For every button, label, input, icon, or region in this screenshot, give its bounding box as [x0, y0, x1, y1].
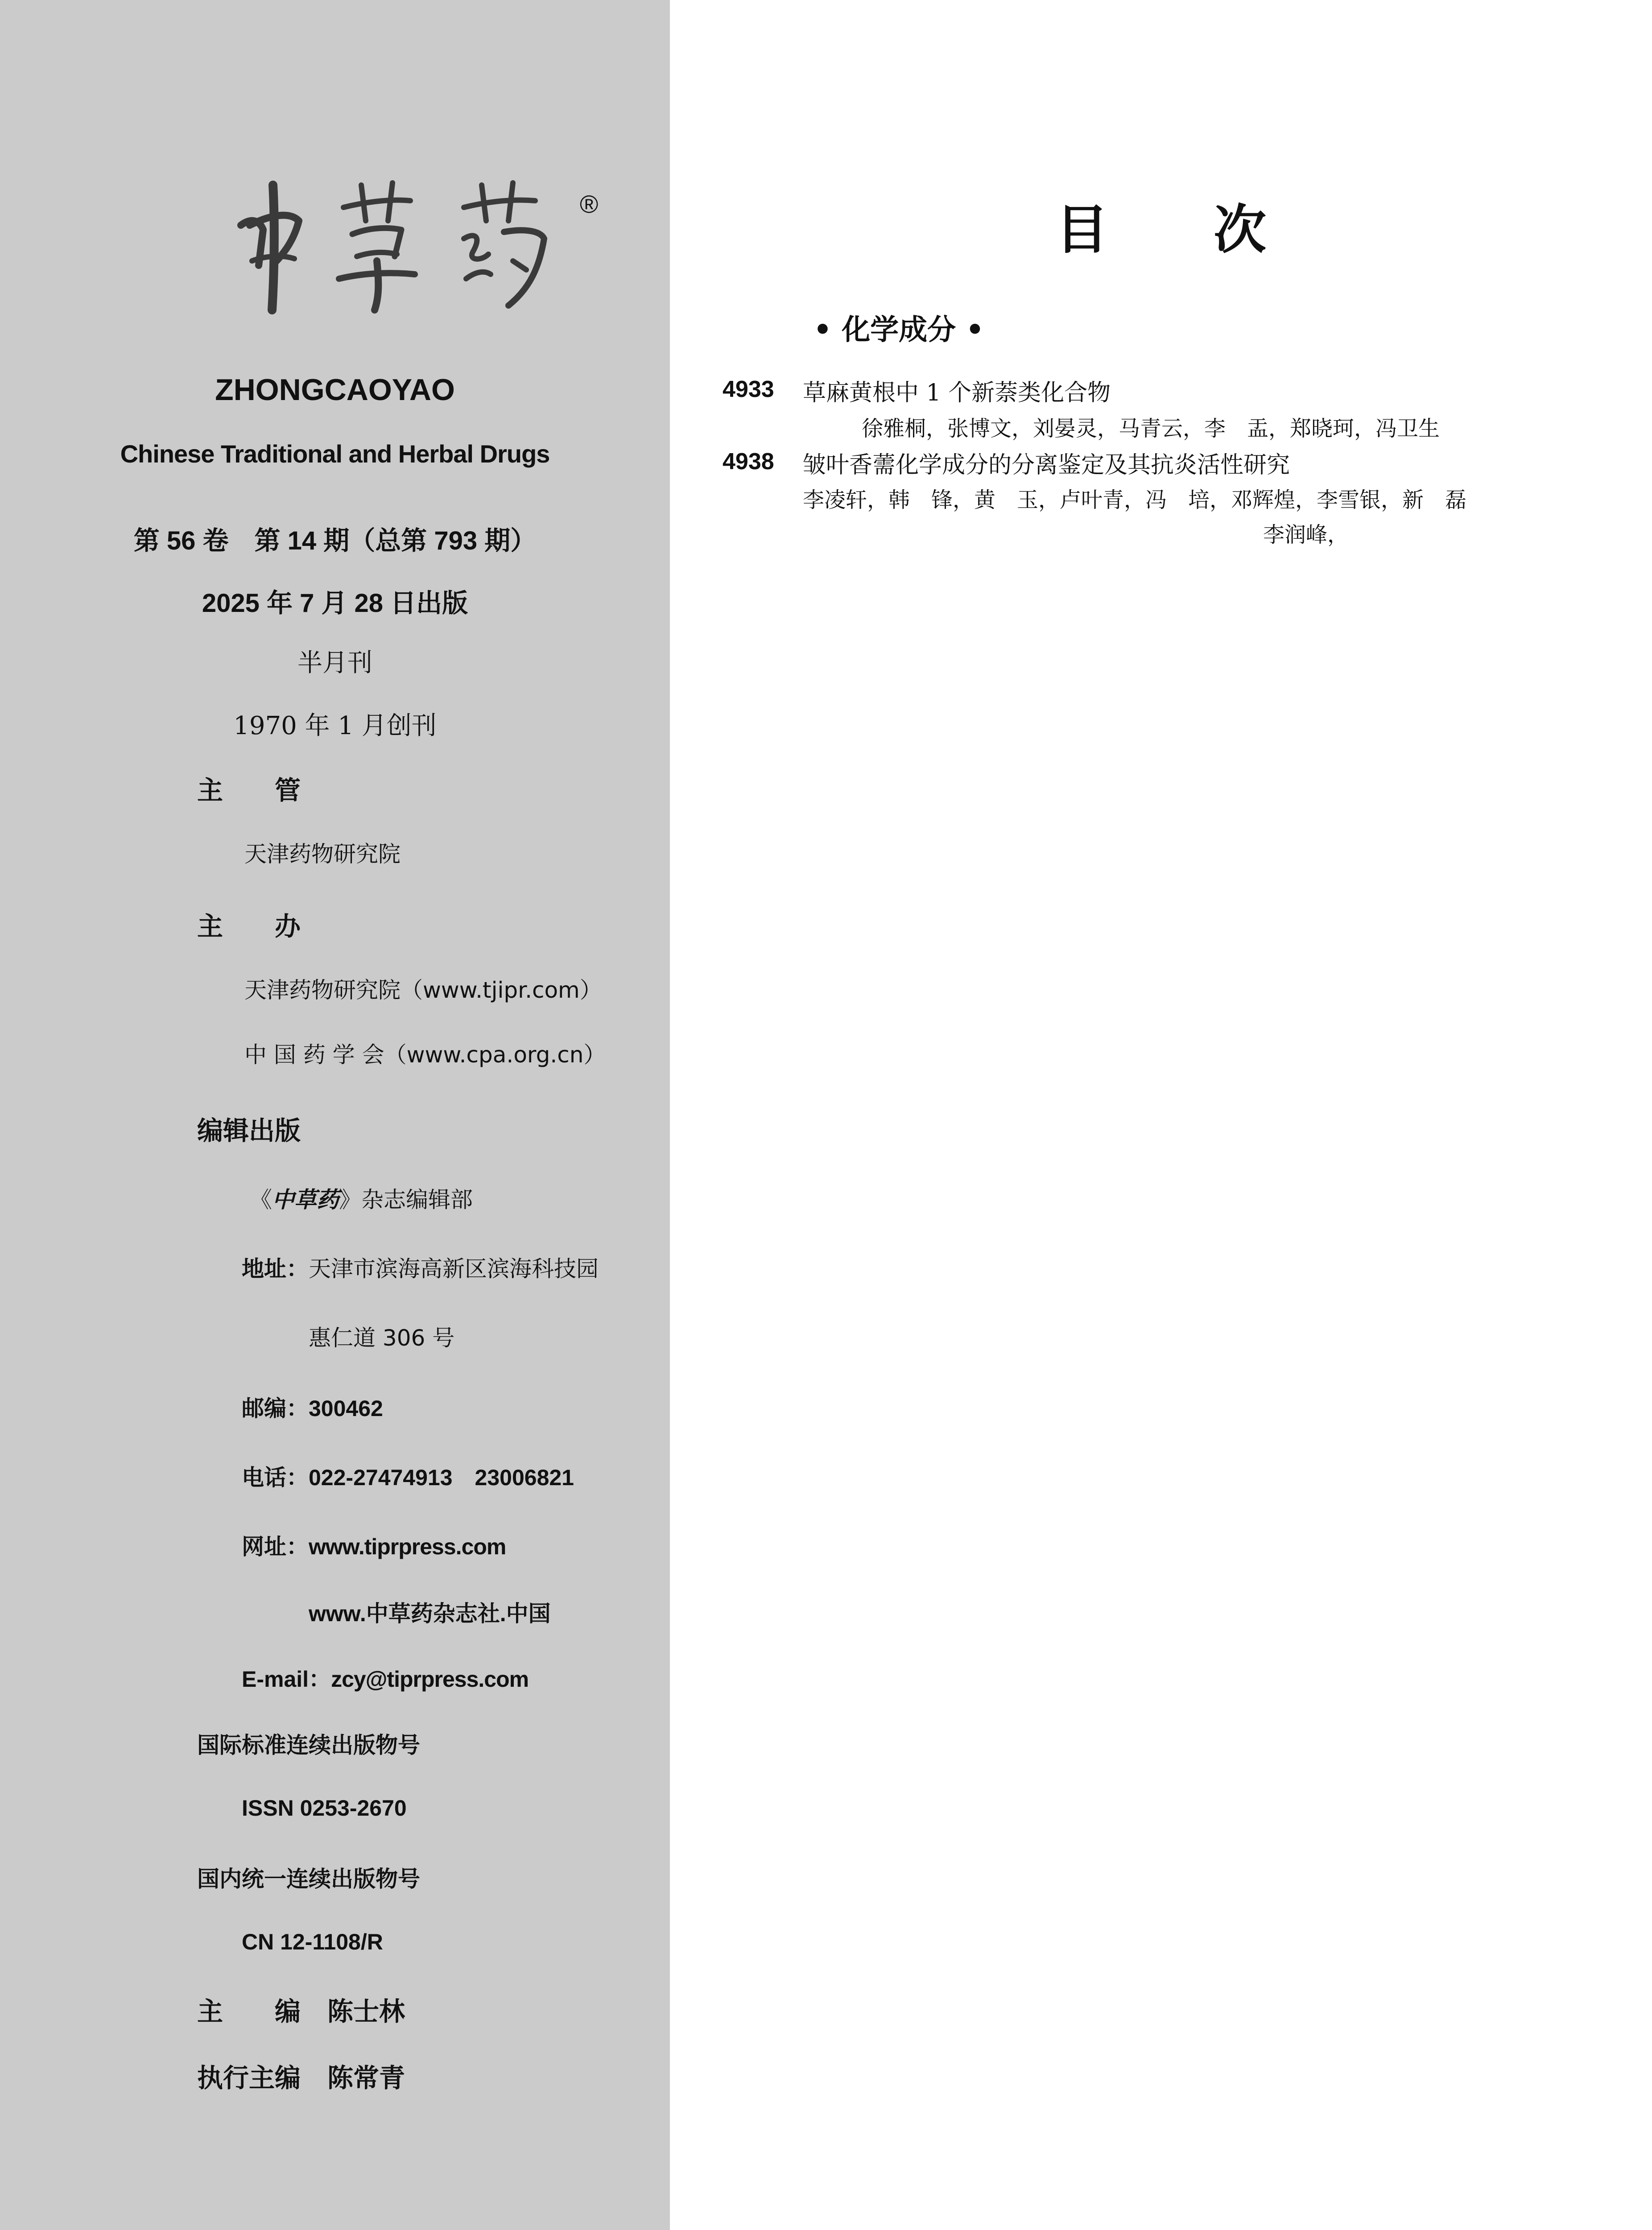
- article-title[interactable]: 草麻黄根中 1 个新萘类化合物: [803, 380, 1111, 406]
- sponsor-heading: 主 办: [197, 911, 301, 942]
- issn-heading: 国际标准连续出版物号: [197, 1732, 420, 1758]
- section-heading: • 化学成分 •: [814, 314, 984, 347]
- chief-editor-name: 陈士林: [327, 1996, 405, 2027]
- address-label: 地址：: [242, 1256, 309, 1282]
- article-page-number: 4933: [723, 376, 774, 402]
- phone-label: 电话：: [242, 1465, 309, 1491]
- executive-editor-label: 执行主编: [197, 2063, 301, 2093]
- article-page-number: 4938: [723, 449, 774, 475]
- postcode-value: 300462: [309, 1396, 383, 1421]
- postcode-label: 邮编：: [242, 1396, 309, 1421]
- phone-value: 022-27474913 23006821: [309, 1465, 574, 1490]
- journal-pinyin-title: ZHONGCAOYAO: [215, 373, 455, 407]
- editorial-office-prefix: 《: [250, 1187, 272, 1213]
- email-value[interactable]: zcy@tiprpress.com: [331, 1667, 529, 1692]
- article-authors-continued: 李润峰，: [1263, 522, 1349, 547]
- table-of-contents: [670, 0, 1652, 2230]
- article-title[interactable]: 皱叶香薷化学成分的分离鉴定及其抗炎活性研究: [803, 452, 1290, 479]
- editing-heading: 编辑出版: [197, 1115, 301, 1146]
- issn-value: ISSN 0253-2670: [242, 1796, 407, 1821]
- editorial-office-journal: 中草药: [272, 1187, 339, 1213]
- toc-title: 目 次: [1055, 199, 1266, 260]
- chief-editor-label: 主 编: [197, 1996, 301, 2027]
- chief-editor: [197, 1990, 405, 2028]
- founded-date: 1970 年 1 月创刊: [233, 711, 437, 740]
- publish-date: 2025 年 7 月 28 日出版: [202, 589, 468, 618]
- article-authors: 徐雅桐，张博文，刘晏灵，马青云，李 盂，郑晓珂，冯卫生: [862, 416, 1440, 441]
- executive-editor: [197, 2057, 405, 2094]
- address-line-2: 惠仁道 306 号: [309, 1325, 455, 1351]
- postcode: [242, 1391, 383, 1423]
- article-authors: 李凌轩，韩 锋，黄 玉，卢叶青，冯 培，邓辉煌，李雪银，新 磊: [803, 487, 1467, 512]
- website-label: 网址：: [242, 1534, 309, 1560]
- phone: [242, 1460, 574, 1492]
- executive-editor-name: 陈常青: [327, 2063, 405, 2093]
- journal-logo: [232, 176, 589, 319]
- calligraphy-logo-icon: [232, 176, 589, 319]
- sponsor-1: 天津药物研究院（www.tjipr.com）: [244, 977, 602, 1003]
- cn-value: CN 12-1108/R: [242, 1929, 383, 1954]
- website-link-1[interactable]: www.tiprpress.com: [309, 1534, 506, 1559]
- journal-english-title: Chinese Traditional and Herbal Drugs: [120, 440, 550, 468]
- frequency: 半月刊: [297, 648, 372, 677]
- email: [242, 1661, 529, 1693]
- volume-issue: 第 56 卷 第 14 期（总第 793 期）: [133, 526, 537, 555]
- email-label: E-mail：: [242, 1667, 331, 1692]
- registered-mark: ®: [580, 190, 599, 218]
- address-value-1: 天津市滨海高新区滨海科技园: [309, 1256, 599, 1282]
- sidebar: [0, 0, 670, 2230]
- supervisor-name: 天津药物研究院: [244, 841, 401, 867]
- website-link-2[interactable]: www.中草药杂志社.中国: [309, 1601, 551, 1626]
- address-line-1: [242, 1251, 599, 1283]
- supervisor-heading: 主 管: [197, 775, 301, 805]
- cn-heading: 国内统一连续出版物号: [197, 1866, 420, 1892]
- editorial-office: [250, 1182, 473, 1214]
- website: [242, 1529, 506, 1561]
- sponsor-2: 中 国 药 学 会（www.cpa.org.cn）: [244, 1042, 606, 1068]
- editorial-office-suffix: 》杂志编辑部: [339, 1187, 473, 1213]
